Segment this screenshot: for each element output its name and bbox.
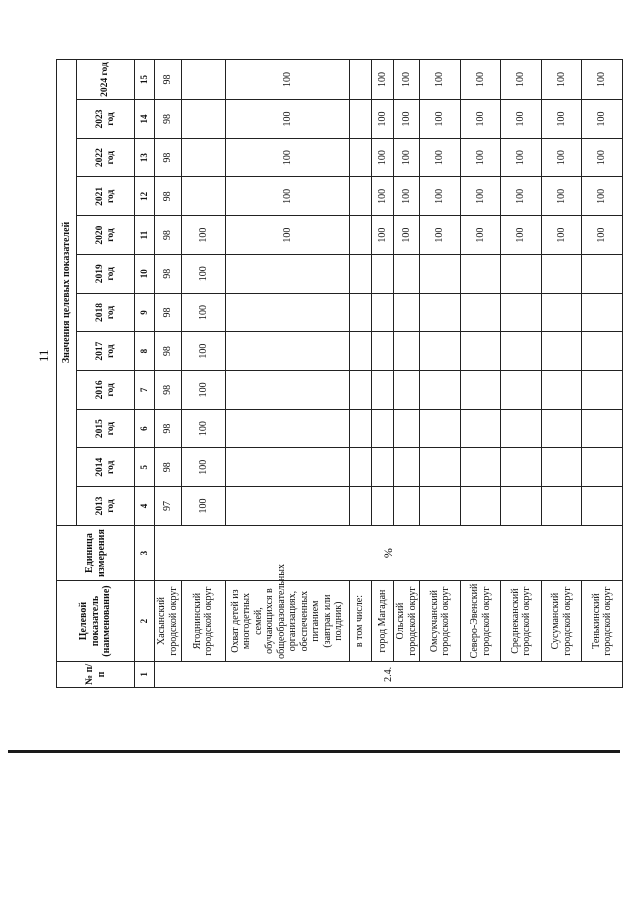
value-cell [371, 332, 393, 371]
value-cell: 100 [371, 138, 393, 177]
value-cell: 100 [420, 177, 460, 216]
indicator-name: Хасынский городской округ [155, 581, 181, 662]
value-cell [226, 332, 350, 371]
value-cell: 100 [541, 216, 581, 255]
value-cell [460, 371, 500, 410]
table-row [582, 60, 623, 688]
value-cell: 100 [582, 100, 623, 139]
column-index-cell: 2 [135, 581, 155, 662]
page-number: 11 [36, 349, 51, 362]
value-cell [582, 254, 623, 293]
header-values-group: Значения целевых показателей [57, 60, 77, 526]
column-index-cell: 9 [135, 293, 155, 332]
column-index-cell: 11 [135, 216, 155, 255]
table-row [155, 60, 181, 688]
value-cell [394, 371, 420, 410]
value-cell [371, 448, 393, 487]
header-num: № п/п [57, 661, 135, 687]
value-cell: 98 [155, 216, 181, 255]
table-row [501, 60, 541, 688]
indicator-name: Омсукчанский городской округ [420, 581, 460, 662]
value-cell: 100 [371, 60, 393, 100]
value-cell: 98 [155, 60, 181, 100]
value-cell: 100 [181, 293, 226, 332]
indicator-name: в том числе: [349, 581, 371, 662]
value-cell: 100 [460, 177, 500, 216]
value-cell [371, 487, 393, 526]
value-cell [349, 487, 371, 526]
value-cell [226, 448, 350, 487]
value-cell [501, 332, 541, 371]
header-unit: Единица измерения [57, 525, 135, 580]
value-cell: 100 [541, 177, 581, 216]
column-index-cell: 8 [135, 332, 155, 371]
value-cell [394, 254, 420, 293]
value-cell [349, 293, 371, 332]
header-year: 2014 год [77, 448, 135, 487]
value-cell: 98 [155, 138, 181, 177]
value-cell [349, 138, 371, 177]
value-cell [349, 332, 371, 371]
value-cell: 97 [155, 487, 181, 526]
indicator-name: Ягоднинский городской округ [181, 581, 226, 662]
value-cell [501, 371, 541, 410]
value-cell [460, 332, 500, 371]
column-index-row [135, 60, 155, 688]
value-cell: 100 [501, 216, 541, 255]
value-cell [420, 409, 460, 448]
value-cell: 100 [226, 177, 350, 216]
indicator-name: город Магадан [371, 581, 393, 662]
header-year: 2021 год [77, 177, 135, 216]
value-cell: 100 [420, 100, 460, 139]
value-cell [460, 487, 500, 526]
value-cell: 100 [181, 409, 226, 448]
header-year: 2016 год [77, 371, 135, 410]
value-cell [541, 409, 581, 448]
value-cell: 100 [501, 100, 541, 139]
value-cell [394, 409, 420, 448]
unit-cell: % [155, 525, 623, 580]
value-cell: 100 [226, 60, 350, 100]
value-cell [460, 409, 500, 448]
value-cell [226, 371, 350, 410]
value-cell [371, 293, 393, 332]
value-cell [420, 254, 460, 293]
value-cell: 100 [582, 177, 623, 216]
indicator-name: Среднеканский городской округ [501, 581, 541, 662]
page-divider-line [8, 750, 620, 753]
value-cell: 100 [582, 216, 623, 255]
table-row [371, 60, 393, 688]
value-cell: 100 [394, 216, 420, 255]
value-cell [371, 371, 393, 410]
header-indicator: Целевой показатель (наименование) [57, 581, 135, 662]
value-cell: 100 [541, 138, 581, 177]
value-cell [501, 409, 541, 448]
value-cell [420, 448, 460, 487]
indicator-name: Северо-Эвенский городской округ [460, 581, 500, 662]
column-index-cell: 14 [135, 100, 155, 139]
value-cell [541, 293, 581, 332]
value-cell: 100 [226, 216, 350, 255]
value-cell [582, 371, 623, 410]
table-row [394, 60, 420, 688]
value-cell [420, 293, 460, 332]
indicator-table-frame [56, 59, 623, 688]
value-cell: 100 [460, 60, 500, 100]
column-index-cell: 7 [135, 371, 155, 410]
column-index-cell: 6 [135, 409, 155, 448]
value-cell: 100 [181, 371, 226, 410]
value-cell: 100 [181, 448, 226, 487]
value-cell: 100 [420, 138, 460, 177]
value-cell [501, 254, 541, 293]
value-cell: 100 [501, 60, 541, 100]
value-cell [460, 293, 500, 332]
value-cell [371, 254, 393, 293]
value-cell [541, 254, 581, 293]
value-cell [181, 60, 226, 100]
value-cell [181, 138, 226, 177]
value-cell: 98 [155, 100, 181, 139]
table-row [420, 60, 460, 688]
column-index-cell: 5 [135, 448, 155, 487]
header-year: 2015 год [77, 409, 135, 448]
value-cell: 100 [181, 216, 226, 255]
indicator-name: Сусуманский городской округ [541, 581, 581, 662]
column-index-cell: 10 [135, 254, 155, 293]
header-year: 2017 год [77, 332, 135, 371]
value-cell: 100 [181, 254, 226, 293]
value-cell [226, 254, 350, 293]
column-index-cell: 4 [135, 487, 155, 526]
table-row [226, 60, 350, 688]
value-cell: 100 [420, 216, 460, 255]
value-cell [541, 371, 581, 410]
value-cell [541, 487, 581, 526]
table-row [541, 60, 581, 688]
value-cell: 98 [155, 371, 181, 410]
value-cell: 100 [460, 216, 500, 255]
value-cell [349, 216, 371, 255]
value-cell: 100 [394, 138, 420, 177]
value-cell: 100 [181, 487, 226, 526]
value-cell: 100 [394, 100, 420, 139]
value-cell: 100 [420, 60, 460, 100]
column-index-cell: 15 [135, 60, 155, 100]
value-cell [541, 448, 581, 487]
value-cell [349, 371, 371, 410]
header-year: 2018 год [77, 293, 135, 332]
value-cell: 98 [155, 293, 181, 332]
value-cell [541, 332, 581, 371]
value-cell: 100 [460, 100, 500, 139]
value-cell: 100 [226, 138, 350, 177]
table-row [460, 60, 500, 688]
value-cell [420, 371, 460, 410]
value-cell [226, 487, 350, 526]
value-cell [394, 487, 420, 526]
value-cell: 100 [541, 60, 581, 100]
column-index-cell: 12 [135, 177, 155, 216]
table-row [181, 60, 226, 688]
value-cell: 98 [155, 409, 181, 448]
value-cell: 100 [394, 177, 420, 216]
value-cell [501, 293, 541, 332]
value-cell: 100 [582, 60, 623, 100]
value-cell [349, 60, 371, 100]
value-cell [501, 448, 541, 487]
value-cell: 100 [394, 60, 420, 100]
value-cell [582, 448, 623, 487]
header-year: 2024 год [77, 60, 135, 100]
value-cell [420, 487, 460, 526]
value-cell [349, 409, 371, 448]
header-year: 2020 год [77, 216, 135, 255]
value-cell [394, 448, 420, 487]
value-cell [394, 332, 420, 371]
value-cell: 100 [501, 177, 541, 216]
value-cell: 100 [226, 100, 350, 139]
value-cell [226, 409, 350, 448]
value-cell [181, 177, 226, 216]
value-cell: 100 [501, 138, 541, 177]
table-row [349, 60, 371, 688]
indicator-table [56, 59, 623, 688]
header-year: 2023 год [77, 100, 135, 139]
value-cell: 100 [181, 332, 226, 371]
value-cell [420, 332, 460, 371]
column-index-cell: 3 [135, 525, 155, 580]
value-cell [582, 409, 623, 448]
value-cell: 100 [371, 177, 393, 216]
value-cell [394, 293, 420, 332]
column-index-cell: 1 [135, 661, 155, 687]
indicator-name: Тенькинский городской округ [582, 581, 623, 662]
value-cell: 98 [155, 254, 181, 293]
section-number: 2.4. [155, 661, 623, 687]
value-cell [349, 448, 371, 487]
header-year: 2013 год [77, 487, 135, 526]
value-cell: 98 [155, 177, 181, 216]
value-cell: 100 [541, 100, 581, 139]
value-cell [226, 293, 350, 332]
value-cell [582, 487, 623, 526]
value-cell: 98 [155, 332, 181, 371]
value-cell [582, 332, 623, 371]
value-cell [349, 100, 371, 139]
value-cell: 100 [371, 216, 393, 255]
column-index-cell: 13 [135, 138, 155, 177]
value-cell [501, 487, 541, 526]
value-cell: 100 [460, 138, 500, 177]
value-cell [181, 100, 226, 139]
value-cell [460, 254, 500, 293]
value-cell [349, 254, 371, 293]
value-cell: 100 [582, 138, 623, 177]
value-cell [371, 409, 393, 448]
indicator-name: Охват детей из многодетных семей, обучающихся в общеобразовательных организациях, обеспеченных питанием (завтрак или полдник) [226, 581, 350, 662]
value-cell [349, 177, 371, 216]
value-cell [460, 448, 500, 487]
header-year: 2022 год [77, 138, 135, 177]
header-year: 2019 год [77, 254, 135, 293]
value-cell: 100 [371, 100, 393, 139]
value-cell: 98 [155, 448, 181, 487]
indicator-name: Ольский городской округ [394, 581, 420, 662]
value-cell [582, 293, 623, 332]
